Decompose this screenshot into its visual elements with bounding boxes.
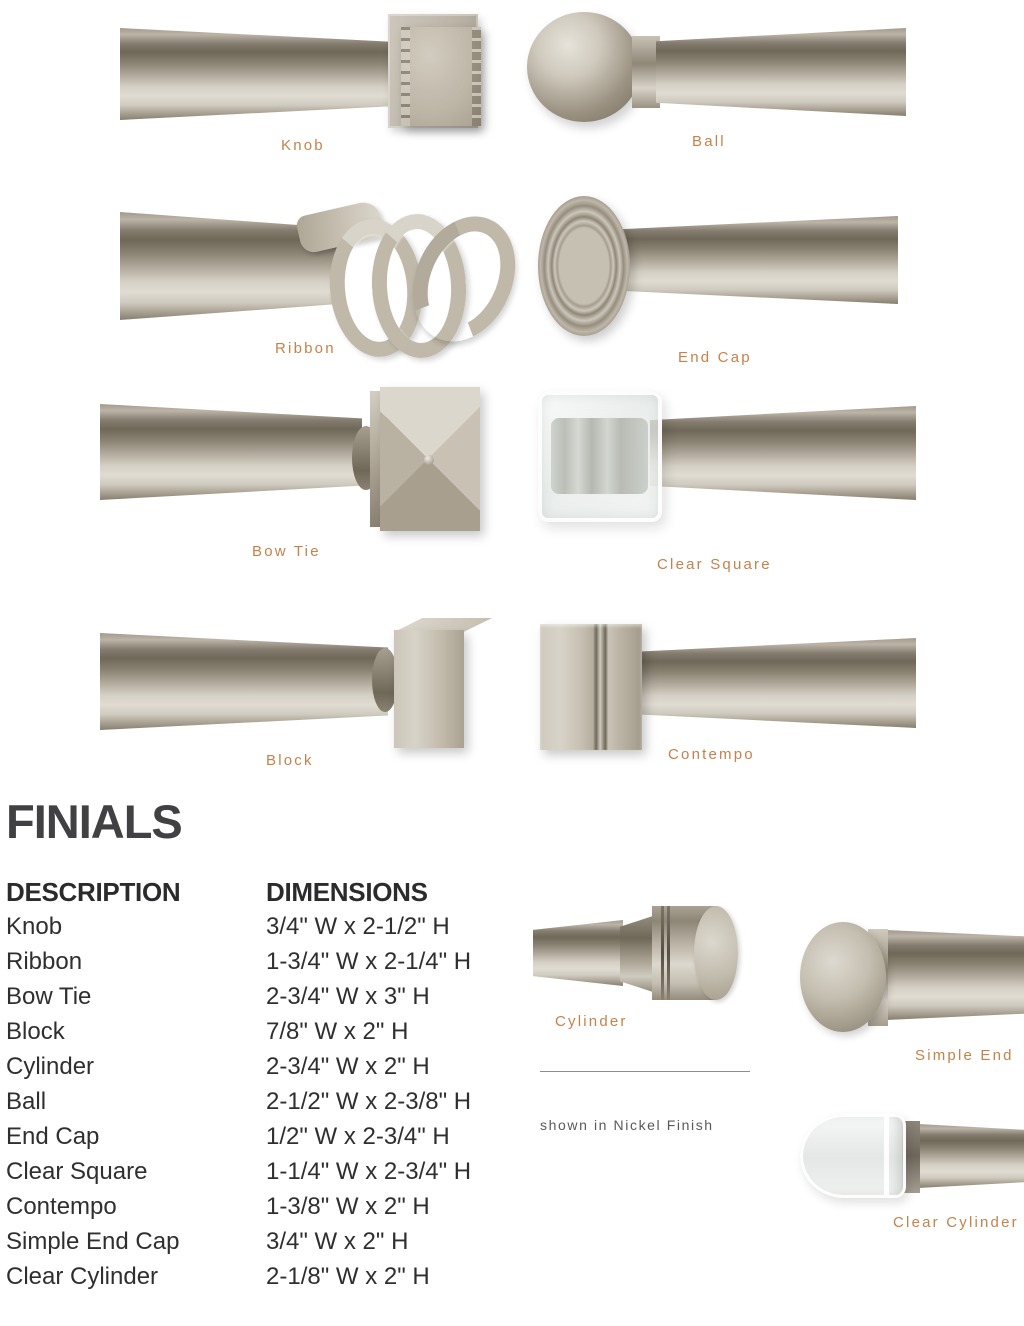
contempo-block <box>540 624 642 750</box>
finial-label-clearsquare: Clear Square <box>657 556 772 573</box>
block-front-face <box>394 630 464 748</box>
nickel-finish-note: shown in Nickel Finish <box>540 1117 714 1133</box>
row-dimensions: 3/4" W x 2-1/2" H <box>266 913 450 940</box>
bowtie-center-dot <box>424 455 434 465</box>
endcap-rod <box>620 216 898 304</box>
clearsquare-core <box>551 418 648 494</box>
row-dimensions: 1/2" W x 2-3/4" H <box>266 1123 450 1150</box>
finial-label-ball: Ball <box>692 133 726 150</box>
row-description: Simple End Cap <box>6 1228 180 1255</box>
clearsquare-rod <box>650 406 916 500</box>
finial-label-block: Block <box>266 752 314 769</box>
knob-rod <box>120 28 392 120</box>
finial-label-cylinder: Cylinder <box>555 1013 628 1030</box>
table-row <box>6 1263 526 1298</box>
row-dimensions: 1-3/4" W x 2-1/4" H <box>266 948 472 975</box>
row-dimensions: 1-3/8" W x 2" H <box>266 1193 430 1220</box>
table-row <box>6 1123 526 1158</box>
row-description: Ball <box>6 1088 47 1115</box>
finial-label-simpleend: Simple End <box>915 1047 1014 1064</box>
finial-label-contempo: Contempo <box>668 746 755 763</box>
table-row <box>6 1228 526 1263</box>
row-dimensions: 2-1/2" W x 2-3/8" H <box>266 1088 472 1115</box>
clearsquare-glass <box>538 391 662 522</box>
ball-collar <box>632 36 660 108</box>
finial-label-endcap: End Cap <box>678 349 752 366</box>
row-dimensions: 3/4" W x 2" H <box>266 1228 409 1255</box>
row-description: Bow Tie <box>6 983 92 1010</box>
clearcylinder-glass-cap <box>800 1114 906 1198</box>
table-row <box>6 948 526 983</box>
spec-table <box>6 913 526 1298</box>
block-rod <box>100 633 388 730</box>
finial-label-knob: Knob <box>281 137 325 154</box>
finial-label-ribbon: Ribbon <box>275 340 336 357</box>
knob-front-plate <box>401 27 481 126</box>
ball-rod <box>656 28 906 116</box>
row-description: Clear Square <box>6 1158 148 1185</box>
table-row <box>6 1053 526 1088</box>
row-description: Cylinder <box>6 1053 95 1080</box>
cylinder-ring <box>667 906 670 1000</box>
finial-label-clearcylinder: Clear Cylinder <box>893 1214 1019 1231</box>
simpleend-dome <box>800 922 886 1032</box>
separator-line <box>540 1071 750 1072</box>
simpleend-rod <box>886 930 1024 1020</box>
table-row <box>6 1158 526 1193</box>
table-row <box>6 1088 526 1123</box>
cylinder-ring <box>661 906 664 1000</box>
clearcylinder-rod <box>918 1124 1024 1188</box>
finial-label-bowtie: Bow Tie <box>252 543 321 560</box>
row-dimensions: 7/8" W x 2" H <box>266 1018 409 1045</box>
row-description: Clear Cylinder <box>6 1263 159 1290</box>
row-dimensions: 2-3/4" W x 3" H <box>266 983 430 1010</box>
table-row <box>6 1018 526 1053</box>
cylinder-cone <box>620 914 654 994</box>
row-description: End Cap <box>6 1123 100 1150</box>
section-title: FINIALS <box>6 795 182 848</box>
row-description: Knob <box>6 913 63 940</box>
row-description: Block <box>6 1018 65 1045</box>
row-dimensions: 2-3/4" W x 2" H <box>266 1053 430 1080</box>
row-description: Ribbon <box>6 948 83 975</box>
row-dimensions: 2-1/8" W x 2" H <box>266 1263 430 1290</box>
bowtie-rod <box>100 404 362 500</box>
column-header-description: DESCRIPTION <box>6 877 181 907</box>
row-dimensions: 1-1/4" W x 2-3/4" H <box>266 1158 472 1185</box>
endcap-disc <box>538 196 630 336</box>
cylinder-end-face <box>694 906 738 1000</box>
clearcylinder-ring <box>884 1117 889 1195</box>
ball-sphere <box>527 12 641 122</box>
table-row <box>6 1193 526 1228</box>
table-row <box>6 913 526 948</box>
column-header-dimensions: DIMENSIONS <box>266 877 428 907</box>
cylinder-rod <box>533 920 623 986</box>
contempo-rod <box>640 638 916 728</box>
bowtie-plate <box>380 387 480 531</box>
table-row <box>6 983 526 1018</box>
row-description: Contempo <box>6 1193 117 1220</box>
